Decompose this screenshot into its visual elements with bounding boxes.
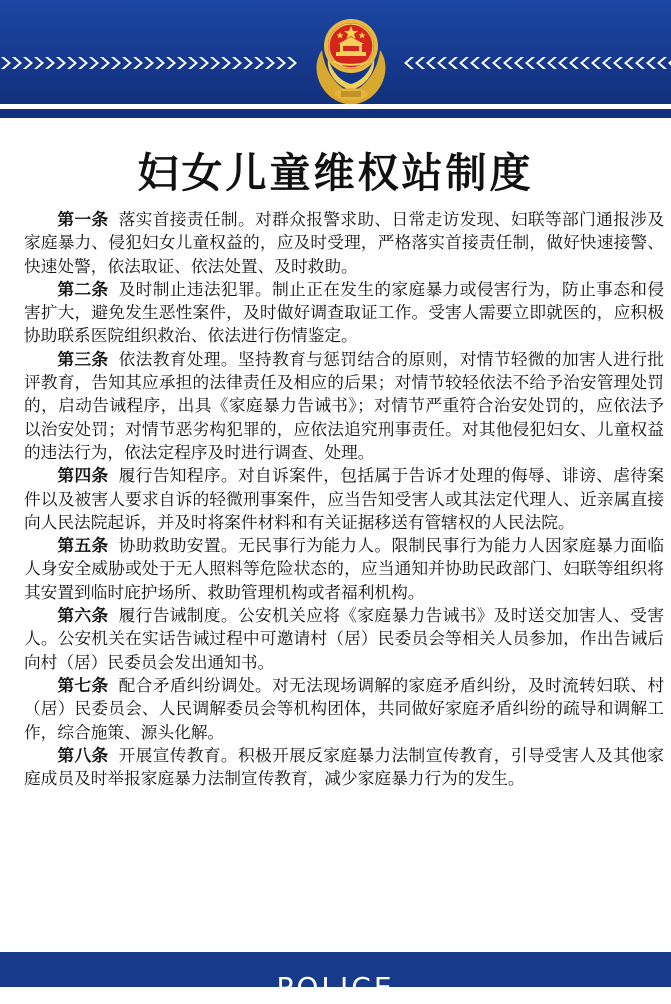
article-text: 依法教育处理。坚持教育与惩罚结合的原则，对情节轻微的加害人进行批评教育，告知其应承担的法律责任及相应的后果；对情节较轻依法不给予治安管理处罚的，启动告诫程序，出具《家庭暴力告诫书》；对情节严重符合治安处罚的，应依法予以治安处罚；对情节恶劣构犯罪的，应依法追究刑事责任。对其他侵犯妇女、儿童权益的违法行为，依法定程序及时进行调查、处理。 xyxy=(24,348,665,462)
chevron-band-left xyxy=(0,56,298,70)
article-paragraph xyxy=(24,534,664,604)
article-label: 第四条 xyxy=(57,465,109,486)
article-label: 第一条 xyxy=(57,209,109,229)
article-label: 第五条 xyxy=(57,535,109,556)
article-paragraph xyxy=(24,348,664,464)
article-text: 开展宣传教育。积极开展反家庭暴力法制宣传教育，引导受害人及其他家庭成员及时举报家庭暴力法制宣传教育，减少家庭暴力行为的发生。 xyxy=(24,744,665,789)
article-text: 协助救助安置。无民事行为能力人。限制民事行为能力人因家庭暴力面临人身安全威胁或处于无人照料等危险状态的，应当通知并协助民政部门、妇联等组织将其安置到临时庇护场所、救助管理机构或者福利机构。 xyxy=(24,535,665,602)
page-title: 妇女儿童维权站制度 xyxy=(137,149,534,197)
article-paragraph xyxy=(24,278,664,348)
article-label: 第八条 xyxy=(57,744,109,765)
article-paragraph xyxy=(24,208,664,278)
article-text: 履行告知程序。对自诉案件，包括属于告诉才处理的侮辱、诽谤、虐待案件以及被害人要求自诉的轻微刑事案件，应当告知受害人或其法定代理人、近亲属直接向人民法院起诉，并及时将案件材料和有关证据移送有管辖权的人民法院。 xyxy=(24,465,665,532)
article-paragraph xyxy=(24,674,664,744)
article-paragraph xyxy=(24,464,664,534)
footer-banner xyxy=(0,952,671,1004)
police-emblem-icon xyxy=(298,6,404,110)
article-paragraph xyxy=(24,744,664,791)
article-text: 及时制止违法犯罪。制止正在发生的家庭暴力或侵害行为，防止事态和侵害扩大，避免发生恶性案件，及时做好调查取证工作。受害人需要立即就医的，应积极协助联系医院组织救治、依法进行伤情鉴定。 xyxy=(24,278,665,346)
article-label: 第七条 xyxy=(57,674,109,695)
article-label: 第六条 xyxy=(57,605,109,626)
footer-police-text: POLICE xyxy=(276,971,395,1004)
article-text: 落实首接责任制。对群众报警求助、日常走访发现、妇联等部门通报涉及家庭暴力、侵犯妇女儿童权益的，应及时受理，严格落实首接责任制，做好快速接警、快速处警，依法取证、依法处置、及时救助。 xyxy=(24,209,665,276)
chevron-band-right xyxy=(404,56,671,70)
header-banner xyxy=(0,0,671,118)
article-label: 第三条 xyxy=(57,348,109,369)
article-label: 第二条 xyxy=(57,278,109,299)
articles-list xyxy=(24,208,664,790)
article-paragraph xyxy=(24,604,664,674)
header-blue-rule xyxy=(0,109,671,118)
article-text: 配合矛盾纠纷调处。对无法现场调解的家庭矛盾纠纷，及时流转妇联、村（居）民委员会、人民调解委员会等机构团体，共同做好家庭矛盾纠纷的疏导和调解工作，综合施策、源头化解。 xyxy=(24,674,665,742)
article-text: 履行告诫制度。公安机关应将《家庭暴力告诫书》及时送交加害人、受害人。公安机关在实话告诫过程中可邀请村（居）民委员会等相关人员参加，作出告诫后向村（居）民委员会发出通知书。 xyxy=(24,605,665,672)
